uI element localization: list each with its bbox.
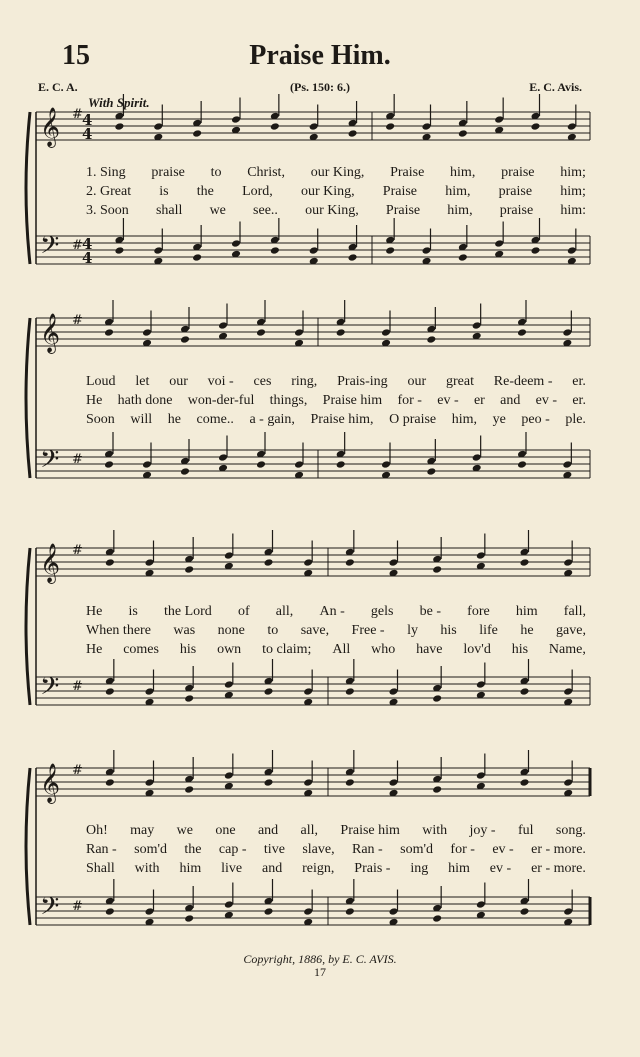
treble-clef-icon: 𝄞	[40, 107, 61, 147]
lyric-syllable: and	[500, 393, 521, 408]
treble-note	[184, 565, 194, 574]
lyric-syllable: er - more.	[531, 842, 586, 857]
lyric-syllable: 2. Great	[86, 184, 132, 199]
lyric-syllable: the	[184, 842, 202, 857]
bass-note	[458, 253, 468, 262]
lyric-syllable: be -	[419, 604, 441, 619]
bass-note	[264, 687, 274, 696]
lyric-syllable: is	[159, 184, 169, 199]
treble-note	[105, 558, 115, 567]
lyric-syllable: our King,	[310, 165, 365, 180]
hymn-number: 15	[62, 40, 90, 71]
lyric-syllable: him	[515, 604, 538, 619]
lyric-syllable: Prais-ing	[337, 374, 388, 389]
bass-clef-icon: 𝄢	[40, 231, 60, 266]
time-signature: 4	[82, 111, 93, 129]
bass-note	[345, 907, 355, 916]
lyric-line	[86, 604, 586, 620]
key-signature-sharp: #	[72, 313, 83, 328]
key-signature-sharp: #	[72, 238, 83, 253]
bass-note	[114, 246, 124, 255]
lyric-syllable: the Lord	[163, 604, 212, 619]
lyric-syllable: great	[445, 374, 474, 389]
lyric-syllable: his	[511, 642, 529, 657]
lyric-syllable: Loud	[86, 374, 116, 389]
bass-note	[345, 687, 355, 696]
lyric-line	[86, 393, 586, 409]
system-brace	[26, 548, 30, 705]
lyric-syllable: things,	[269, 393, 308, 408]
lyric-syllable: Praise	[390, 165, 425, 180]
lyric-syllable: with	[422, 823, 448, 838]
lyric-syllable: Lord,	[242, 184, 273, 199]
lyric-syllable: hath done	[117, 393, 173, 408]
lyric-syllable: him;	[560, 165, 586, 180]
lyric-syllable: er.	[572, 374, 586, 389]
lyric-syllable: with	[134, 861, 160, 876]
lyric-syllable: may	[130, 823, 155, 838]
lyric-syllable: Praise him	[322, 393, 383, 408]
lyric-syllable: ple.	[565, 412, 586, 427]
lyric-syllable: him	[448, 861, 470, 876]
lyric-syllable: him,	[447, 203, 473, 218]
lyric-syllable: save,	[300, 623, 330, 638]
lyric-syllable: who	[371, 642, 396, 657]
lyric-syllable: was	[173, 623, 196, 638]
lyric-syllable: all,	[275, 604, 294, 619]
key-signature-sharp: #	[72, 107, 83, 122]
bass-note	[105, 907, 115, 916]
lyric-syllable: Free -	[351, 623, 385, 638]
tempo-marking: With Spirit.	[88, 95, 150, 110]
composer: E. C. Avis.	[529, 80, 582, 94]
bass-note	[348, 253, 358, 262]
treble-clef-icon: 𝄞	[40, 763, 61, 803]
treble-note	[426, 335, 436, 344]
treble-note	[432, 785, 442, 794]
lyric-syllable: praise	[498, 184, 533, 199]
lyric-syllable: er.	[572, 393, 586, 408]
lyric-syllable: none	[217, 623, 245, 638]
time-signature: 4	[82, 125, 93, 143]
lyric-syllable: lov'd	[463, 642, 491, 657]
lyric-syllable: is	[128, 604, 138, 619]
key-signature-sharp: #	[72, 452, 83, 467]
lyric-syllable: joy -	[469, 823, 496, 838]
treble-note	[517, 328, 527, 337]
lyric-line	[86, 861, 586, 877]
lyric-line	[86, 623, 586, 639]
lyric-syllable: we	[209, 203, 226, 218]
lyric-syllable: our	[407, 374, 427, 389]
lyric-syllable: to	[267, 623, 279, 638]
time-signature: 4	[82, 235, 93, 253]
bass-note	[180, 467, 190, 476]
lyric-syllable: praise	[151, 165, 185, 180]
bass-note	[104, 460, 114, 469]
treble-note	[114, 122, 124, 131]
treble-note	[385, 122, 395, 131]
lyric-line	[86, 374, 586, 390]
lyric-syllable: his	[440, 623, 457, 638]
lyric-syllable: for -	[450, 842, 475, 857]
lyric-syllable: he	[520, 623, 534, 638]
lyric-syllable: him	[179, 861, 202, 876]
bass-note	[105, 687, 115, 696]
treble-note	[520, 558, 530, 567]
bass-clef-icon: 𝄢	[40, 672, 60, 707]
lyric-syllable: to	[210, 165, 222, 180]
lyric-syllable: Praise	[382, 184, 418, 199]
lyric-syllable: When there	[86, 623, 151, 638]
bass-note	[270, 246, 280, 255]
bass-note	[336, 460, 346, 469]
treble-clef-icon: 𝄞	[40, 313, 61, 353]
lyric-syllable: life	[479, 623, 498, 638]
treble-note	[264, 778, 274, 787]
treble-note	[345, 778, 355, 787]
lyric-syllable: cap -	[218, 842, 247, 857]
lyric-syllable: Praise him,	[310, 412, 374, 427]
lyric-syllable: won-der-ful	[187, 393, 255, 408]
lyric-syllable: Prais -	[354, 861, 391, 876]
system-brace	[26, 318, 30, 478]
lyric-syllable: a - gain,	[249, 412, 295, 427]
lyricist: E. C. A.	[38, 80, 78, 94]
lyric-syllable: er - more.	[531, 861, 586, 876]
lyric-syllable: his	[179, 642, 197, 657]
lyric-syllable: ev -	[492, 842, 514, 857]
lyric-syllable: see..	[253, 203, 278, 218]
bass-note	[520, 687, 530, 696]
lyric-syllable: song.	[555, 823, 586, 838]
lyric-syllable: He	[86, 642, 103, 657]
lyric-syllable: of	[237, 604, 250, 619]
treble-note	[105, 778, 115, 787]
bass-note	[192, 253, 202, 262]
lyric-syllable: him,	[451, 412, 477, 427]
lyric-syllable: to claim;	[262, 642, 312, 657]
lyric-syllable: live	[221, 861, 243, 876]
system-brace	[26, 768, 30, 925]
lyric-syllable: ing	[410, 861, 429, 876]
lyric-syllable: He	[86, 393, 103, 408]
lyric-syllable: Name,	[548, 642, 586, 657]
lyric-syllable: voi -	[207, 374, 234, 389]
lyric-syllable: we	[176, 823, 193, 838]
bass-note	[184, 914, 194, 923]
lyric-line	[86, 642, 586, 658]
page-number: 17	[314, 965, 326, 979]
bass-note	[517, 460, 527, 469]
key-signature-sharp: #	[72, 543, 83, 558]
lyric-syllable: ces	[253, 374, 272, 389]
lyric-syllable: Oh!	[86, 823, 108, 838]
hymn-title: Praise Him.	[249, 40, 391, 71]
lyric-syllable: and	[257, 823, 279, 838]
lyric-line	[86, 823, 586, 839]
lyric-syllable: tive	[263, 842, 285, 857]
bass-note	[264, 907, 274, 916]
key-signature-sharp: #	[72, 763, 83, 778]
lyric-syllable: Praise	[385, 203, 421, 218]
treble-note	[104, 328, 114, 337]
lyric-syllable: him,	[450, 165, 476, 180]
lyric-syllable: gave,	[556, 623, 586, 638]
treble-note	[348, 129, 358, 138]
lyric-syllable: all,	[300, 823, 319, 838]
lyric-syllable: he	[167, 412, 181, 427]
lyric-line	[86, 412, 586, 428]
lyric-syllable: our King,	[305, 203, 359, 218]
lyric-syllable: Ran -	[352, 842, 383, 857]
treble-note	[184, 785, 194, 794]
lyric-syllable: let	[135, 374, 150, 389]
lyric-syllable: him:	[560, 203, 586, 218]
lyric-syllable: fore	[467, 604, 490, 619]
lyric-syllable: reign,	[302, 861, 335, 876]
lyric-syllable: comes	[123, 642, 159, 657]
lyric-syllable: Soon	[86, 412, 115, 427]
treble-note	[180, 335, 190, 344]
system-brace	[26, 112, 30, 264]
treble-note	[270, 122, 280, 131]
treble-clef-icon: 𝄞	[40, 543, 61, 583]
lyric-syllable: will	[130, 412, 153, 427]
lyric-syllable: the	[196, 184, 214, 199]
bass-note	[432, 914, 442, 923]
lyric-syllable: come..	[196, 412, 234, 427]
lyric-syllable: ful	[517, 823, 534, 838]
scripture-reference: (Ps. 150: 6.)	[290, 80, 350, 94]
bass-clef-icon: 𝄢	[40, 892, 60, 927]
lyric-syllable: own	[217, 642, 242, 657]
lyric-syllable: fall,	[563, 604, 586, 619]
treble-note	[264, 558, 274, 567]
lyric-syllable: have	[416, 642, 443, 657]
lyric-syllable: Christ,	[247, 165, 285, 180]
lyric-line	[86, 165, 586, 181]
lyric-line	[86, 203, 586, 219]
lyric-syllable: shall	[155, 203, 183, 218]
treble-note	[345, 558, 355, 567]
lyric-syllable: ring,	[291, 374, 318, 389]
treble-note	[531, 122, 541, 131]
lyric-syllable: 3. Soon	[86, 203, 129, 218]
lyric-syllable: him;	[560, 184, 586, 199]
lyric-syllable: Ran -	[86, 842, 117, 857]
treble-note	[336, 328, 346, 337]
lyric-syllable: Praise him	[340, 823, 400, 838]
lyric-syllable: ev -	[437, 393, 459, 408]
lyric-syllable: An -	[319, 604, 345, 619]
treble-note	[432, 565, 442, 574]
lyric-syllable: one	[215, 823, 236, 838]
lyric-syllable: He	[86, 604, 103, 619]
lyric-syllable: for -	[397, 393, 422, 408]
bass-note	[256, 460, 266, 469]
bass-note	[385, 246, 395, 255]
lyric-syllable: som'd	[400, 842, 433, 857]
lyric-syllable: our King,	[300, 184, 355, 199]
treble-note	[458, 129, 468, 138]
lyric-syllable: 1. Sing	[86, 165, 126, 180]
treble-note	[256, 328, 266, 337]
lyric-line	[86, 842, 586, 858]
lyric-syllable: ly	[407, 623, 418, 638]
bass-note	[520, 907, 530, 916]
bass-note	[432, 694, 442, 703]
key-signature-sharp: #	[72, 679, 83, 694]
lyric-syllable: ev -	[489, 861, 512, 876]
lyric-syllable: and	[262, 861, 283, 876]
lyric-syllable: praise	[501, 165, 535, 180]
lyric-syllable: Re-deem -	[493, 374, 553, 389]
time-signature: 4	[82, 249, 93, 267]
lyric-syllable: ev -	[535, 393, 558, 408]
lyric-syllable: er	[473, 393, 485, 408]
treble-note	[520, 778, 530, 787]
lyric-line	[86, 184, 586, 200]
lyric-syllable: Shall	[86, 861, 115, 876]
bass-note	[531, 246, 541, 255]
copyright-notice: Copyright, 1886, by E. C. AVIS.	[243, 952, 397, 966]
lyric-syllable: him,	[445, 184, 471, 199]
lyric-syllable: ye	[492, 412, 506, 427]
lyric-syllable: gels	[370, 604, 394, 619]
treble-note	[192, 129, 202, 138]
key-signature-sharp: #	[72, 899, 83, 914]
bass-note	[426, 467, 436, 476]
lyric-syllable: O praise	[389, 412, 437, 427]
bass-clef-icon: 𝄢	[40, 445, 60, 480]
lyric-syllable: som'd	[134, 842, 167, 857]
lyric-syllable: slave,	[302, 842, 335, 857]
lyric-syllable: All	[332, 642, 351, 657]
lyric-syllable: our	[169, 374, 188, 389]
lyric-syllable: peo -	[521, 412, 550, 427]
bass-note	[184, 694, 194, 703]
lyric-syllable: praise	[499, 203, 534, 218]
